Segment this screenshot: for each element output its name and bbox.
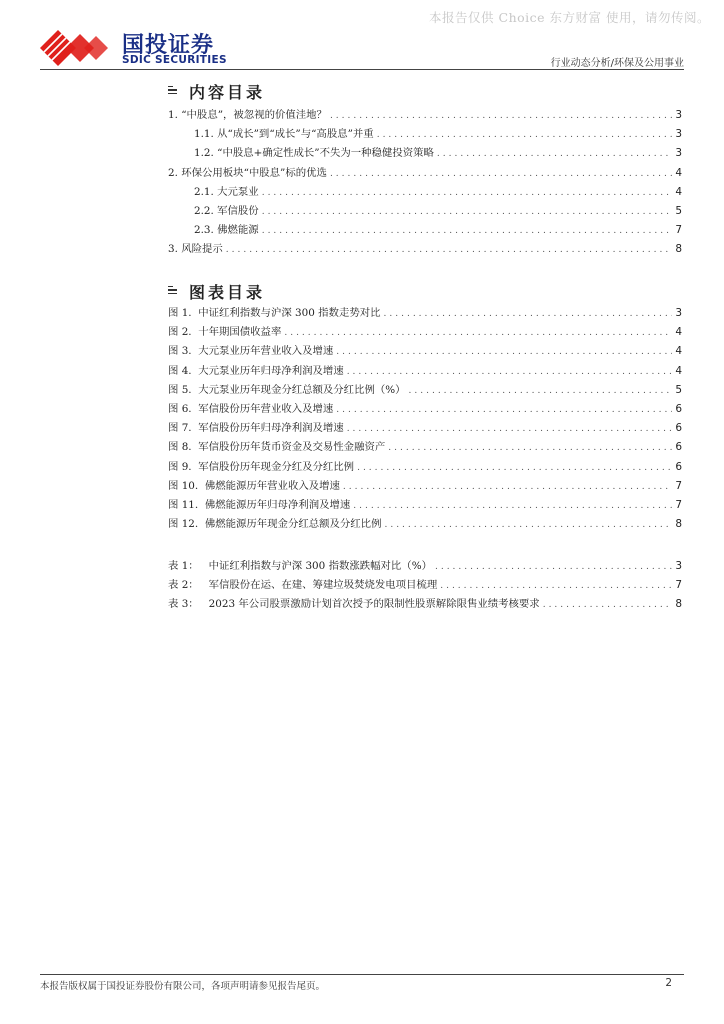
entry-page: 3 xyxy=(675,147,682,160)
entry-number: 图 6. xyxy=(168,402,192,415)
toc-entry[interactable] xyxy=(168,164,682,183)
entry-number: 图 11. xyxy=(168,498,199,511)
toc-list xyxy=(168,106,682,260)
toc-entry[interactable] xyxy=(168,202,682,221)
page-number: 2 xyxy=(665,977,672,989)
figure-entry[interactable] xyxy=(168,515,682,534)
leader-dots xyxy=(347,367,673,377)
leader-dots xyxy=(262,188,673,198)
figure-entry[interactable] xyxy=(168,477,682,496)
entry-title: 佛燃能源历年现金分红总额及分红比例 xyxy=(204,518,382,531)
entry-number: 1.2. xyxy=(194,147,214,160)
entry-page: 8 xyxy=(675,243,682,256)
figure-entry[interactable] xyxy=(168,323,682,342)
table-entry[interactable] xyxy=(168,576,682,595)
toc-entry[interactable] xyxy=(168,183,682,202)
entry-page: 8 xyxy=(675,598,682,611)
watermark: 本报告仅供 Choice 东方财富 使用，请勿传阅。 xyxy=(429,10,710,25)
toc-heading-text: 内容目录 xyxy=(189,83,266,102)
entry-number: 图 1. xyxy=(168,307,192,319)
figure-entry[interactable] xyxy=(168,362,682,381)
entry-title: 佛燃能源历年营业收入及增速 xyxy=(204,479,340,492)
entry-title: 环保公用板块“中股息”标的优选 xyxy=(181,166,327,179)
footer-disclaimer: 本报告版权属于国投证券股份有限公司，各项声明请参见报告尾页。 xyxy=(40,981,326,992)
leader-dots xyxy=(384,309,673,319)
entry-title: 风险提示 xyxy=(181,243,223,256)
entry-page: 7 xyxy=(675,579,682,592)
figure-entry[interactable] xyxy=(168,304,682,323)
figures-heading-text: 图表目录 xyxy=(189,283,266,302)
tables-list xyxy=(168,557,682,615)
entry-title: 佛燃能源历年归母净利润及增速 xyxy=(204,498,351,511)
leader-dots xyxy=(440,581,672,591)
figure-entry[interactable] xyxy=(168,381,682,400)
toc-entry[interactable] xyxy=(168,125,682,144)
entry-title: 军信股份历年现金分红及分红比例 xyxy=(198,460,355,473)
entry-page: 4 xyxy=(675,185,682,198)
leader-dots xyxy=(384,520,672,530)
entry-title: 大元泵业历年营业收入及增速 xyxy=(198,345,334,358)
entry-page: 3 xyxy=(675,307,682,319)
figure-entry[interactable] xyxy=(168,438,682,457)
leader-dots xyxy=(330,169,672,179)
list-icon xyxy=(168,286,179,298)
leader-dots xyxy=(435,562,672,572)
entry-number: 表 2： xyxy=(168,579,199,592)
entry-number: 图 9. xyxy=(168,460,192,473)
entry-page: 5 xyxy=(675,383,682,396)
entry-number: 图 10. xyxy=(168,479,199,492)
entry-page: 3 xyxy=(675,109,682,121)
entry-page: 6 xyxy=(675,422,682,435)
leader-dots xyxy=(409,386,673,396)
footer-divider xyxy=(40,974,684,975)
report-category: 行业动态分析/环保及公用事业 xyxy=(550,58,684,69)
logo-mark-icon xyxy=(40,26,120,70)
toc-entry[interactable] xyxy=(168,144,682,163)
entry-page: 3 xyxy=(675,560,682,572)
leader-dots xyxy=(262,226,673,236)
entry-page: 7 xyxy=(675,224,682,237)
figure-entry[interactable] xyxy=(168,458,682,477)
entry-number: 2.1. xyxy=(194,185,214,198)
entry-number: 图 8. xyxy=(168,441,192,454)
figures-heading xyxy=(168,280,265,303)
list-icon xyxy=(168,86,179,98)
entry-page: 8 xyxy=(675,518,682,531)
entry-page: 7 xyxy=(675,498,682,511)
entry-number: 表 1： xyxy=(168,560,199,572)
entry-title: 军信股份在运、在建、筹建垃圾焚烧发电项目梳理 xyxy=(208,579,438,592)
entry-title: 2023 年公司股票激励计划首次授予的限制性股票解除限售业绩考核要求 xyxy=(208,598,540,611)
entry-title: “中股息+确定性成长”不失为一种稳健投资策略 xyxy=(217,147,434,160)
entry-number: 图 5. xyxy=(168,383,192,396)
entry-page: 4 xyxy=(675,166,682,179)
logo-text-cn: 国投证券 xyxy=(122,33,215,58)
figure-entry[interactable] xyxy=(168,419,682,438)
entry-number: 图 12. xyxy=(168,518,199,531)
toc-entry[interactable] xyxy=(168,106,682,125)
toc-entry[interactable] xyxy=(168,221,682,240)
leader-dots xyxy=(543,600,673,610)
entry-title: 军信股份历年营业收入及增速 xyxy=(198,402,334,415)
figure-entry[interactable] xyxy=(168,342,682,361)
entry-number: 2.2. xyxy=(194,204,214,217)
entry-number: 表 3： xyxy=(168,598,199,611)
leader-dots xyxy=(336,405,672,415)
leader-dots xyxy=(388,443,672,453)
leader-dots xyxy=(353,501,672,511)
leader-dots xyxy=(262,207,673,217)
leader-dots xyxy=(284,328,672,338)
table-entry[interactable] xyxy=(168,595,682,614)
figure-entry[interactable] xyxy=(168,400,682,419)
entry-page: 4 xyxy=(675,364,682,377)
entry-number: 3. xyxy=(168,243,178,256)
entry-number: 图 2. xyxy=(168,326,192,339)
toc-heading xyxy=(168,80,265,103)
entry-title: 中证红利指数与沪深 300 指数走势对比 xyxy=(198,307,381,319)
table-entry[interactable] xyxy=(168,557,682,576)
entry-page: 6 xyxy=(675,402,682,415)
leader-dots xyxy=(437,149,672,159)
entry-page: 3 xyxy=(675,128,682,141)
entry-number: 图 7. xyxy=(168,422,192,435)
entry-page: 7 xyxy=(675,479,682,492)
company-logo xyxy=(40,26,240,70)
entry-title: 军信股份 xyxy=(217,204,259,217)
entry-title: 佛燃能源 xyxy=(217,224,259,237)
figures-list xyxy=(168,304,682,534)
toc-entry[interactable] xyxy=(168,240,682,259)
entry-page: 4 xyxy=(675,326,682,339)
entry-number: 2.3. xyxy=(194,224,214,237)
entry-number: 图 4. xyxy=(168,364,192,377)
entry-title: 大元泵业历年现金分红总额及分红比例（%） xyxy=(198,383,406,396)
entry-title: 中证红利指数与沪深 300 指数涨跌幅对比（%） xyxy=(208,560,432,572)
leader-dots xyxy=(343,482,672,492)
entry-page: 5 xyxy=(675,204,682,217)
entry-number: 图 3. xyxy=(168,345,192,358)
leader-dots xyxy=(336,347,672,357)
entry-number: 1.1. xyxy=(194,128,214,141)
leader-dots xyxy=(357,463,672,473)
logo-text-en: SDIC SECURITIES xyxy=(122,54,227,66)
entry-title: 大元泵业历年归母净利润及增速 xyxy=(198,364,344,377)
entry-page: 4 xyxy=(675,345,682,358)
entry-number: 1. xyxy=(168,109,178,121)
header-divider xyxy=(40,69,684,70)
entry-number: 2. xyxy=(168,166,178,179)
entry-title: 军信股份历年归母净利润及增速 xyxy=(198,422,344,435)
leader-dots xyxy=(226,245,673,255)
entry-title: 军信股份历年货币资金及交易性金融资产 xyxy=(198,441,386,454)
leader-dots xyxy=(377,130,673,140)
leader-dots xyxy=(347,424,673,434)
entry-page: 6 xyxy=(675,460,682,473)
entry-title: 从“成长”到“成长”与“高股息”并重 xyxy=(217,128,374,141)
entry-title: 十年期国债收益率 xyxy=(198,326,282,339)
entry-title: 大元泵业 xyxy=(217,185,259,198)
entry-page: 6 xyxy=(675,441,682,454)
entry-title: “中股息”，被忽视的价值洼地？ xyxy=(181,109,327,121)
figure-entry[interactable] xyxy=(168,496,682,515)
leader-dots xyxy=(330,111,672,121)
